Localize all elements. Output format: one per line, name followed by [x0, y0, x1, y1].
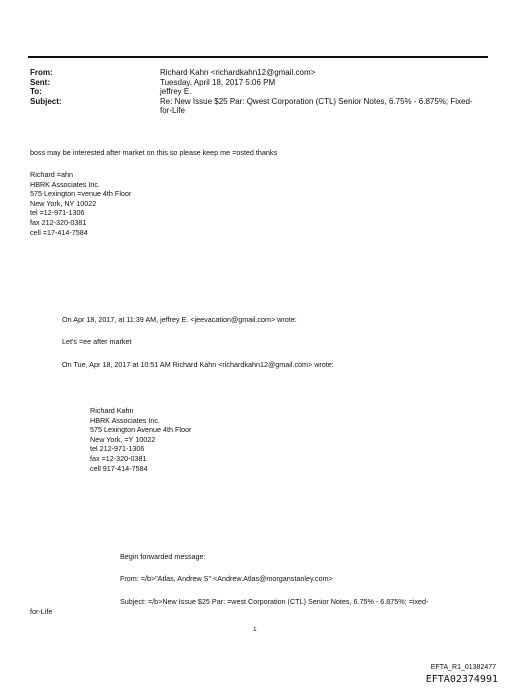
signature-1-line: tel =12-971-1306 [30, 208, 85, 218]
signature-1-line: Richard =ahn [30, 170, 73, 179]
signature-2-line: fax =12-320-0381 [90, 453, 147, 463]
signature-1-line: cell =17-414-7584 [30, 227, 88, 237]
subject-label: Subject: [30, 96, 62, 106]
subject-value [160, 97, 480, 116]
quote-2-attribution [62, 360, 334, 370]
from-label: From: [30, 68, 53, 77]
signature-1 [30, 170, 131, 237]
quote-1-message [62, 337, 132, 347]
signature-2-line: New York, =Y 10022 [90, 434, 156, 444]
signature-2-line: HBRK Associates Inc. [90, 415, 160, 425]
from-value: Richard Kahn <richardkahn12@gmail.com> [160, 68, 316, 77]
signature-2-line: 575 Lexington Avenue 4th Floor [90, 425, 192, 435]
forwarded-heading [120, 552, 206, 562]
sent-label: Sent: [30, 77, 50, 87]
signature-1-line: 575 Lexington =venue 4th Floor [30, 189, 132, 199]
efta-bates-small: EFTA_R1_01382477 [430, 664, 496, 671]
header-rule [28, 56, 488, 58]
forwarded-subject-cont-text: for-Life [30, 607, 53, 616]
to-value: jeffrey E. [160, 87, 192, 97]
from-row [30, 68, 480, 78]
subject-line-2: for-Life [160, 106, 185, 116]
signature-2-line: cell 917-414-7584 [90, 463, 148, 473]
quote-1-attribution [62, 315, 297, 325]
page-number: 1 [253, 626, 257, 633]
signature-1-line: HBRK Associates Inc. [30, 179, 100, 189]
subject-line-1: Re: New Issue $25 Par: Qwest Corporation (CTL) Senior Notes, 6.75% - 6.875%; Fixed- [160, 96, 473, 106]
forwarded-heading-text: Begin forwarded message: [120, 552, 206, 561]
forwarded-subject-text: Subject: =/b>New Issue $25 Par: =west Corporation (CTL) Senior Notes, 6.75% - 6.875%; =ixed- [120, 597, 429, 606]
to-label: To: [30, 87, 42, 97]
forwarded-from [120, 574, 333, 584]
email-header [30, 68, 480, 116]
signature-1-line: fax 212-320-0381 [30, 217, 87, 227]
quote-1-message-text: Let's =ee after market [62, 337, 132, 346]
subject-row [30, 97, 480, 116]
efta-bates-large: EFTA02374991 [425, 674, 498, 685]
quote-1-attribution-text: On Apr 18, 2017, at 11:39 AM, jeffrey E. <jeevacation@gmail.com> wrote: [62, 315, 297, 324]
sent-value: Tuesday, April 18, 2017 5:06 PM [160, 77, 276, 87]
body-message-text: boss may be interested after market on this so please keep me =osted thanks [30, 148, 278, 157]
signature-2-line: tel 212-971-1306 [90, 444, 145, 454]
quote-2-attribution-text: On Tue, Apr 18, 2017 at 10:51 AM Richard Kahn <richardkahn12@gmail.com> wrote: [62, 360, 334, 369]
body-message [30, 148, 277, 158]
forwarded-subject-cont [30, 607, 52, 617]
signature-2 [90, 406, 191, 473]
to-row [30, 87, 480, 97]
forwarded-from-text: From: =/b>"Atlas, Andrew S" <Andrew.Atlas@morganstanley.com> [120, 574, 333, 583]
signature-1-line: New York, NY 10022 [30, 198, 97, 208]
forwarded-subject [120, 597, 428, 607]
sent-row [30, 78, 480, 88]
signature-2-line: Richard Kahn [90, 406, 134, 415]
